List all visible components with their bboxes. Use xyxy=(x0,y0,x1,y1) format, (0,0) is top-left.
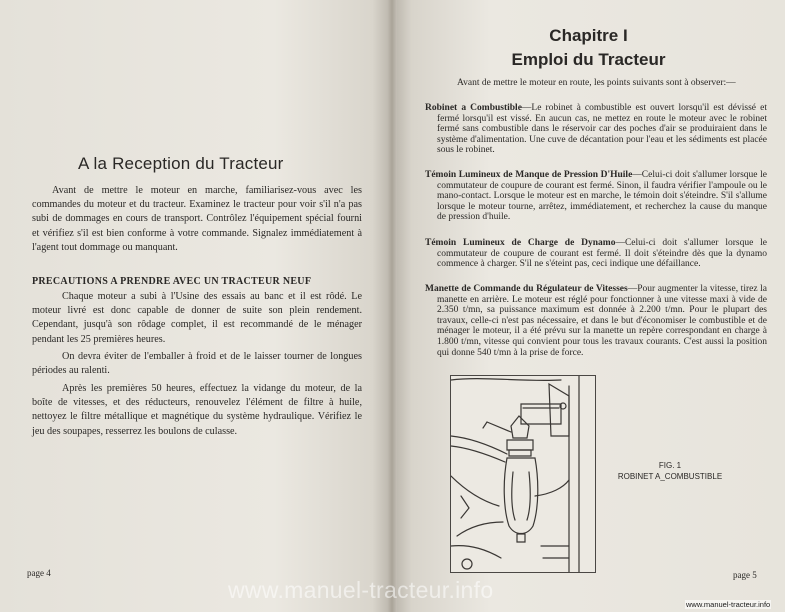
section-heading: Témoin Lumineux de Charge de Dynamo xyxy=(425,238,616,248)
figure-caption xyxy=(600,460,740,482)
section-heading: Robinet a Combustible xyxy=(425,103,522,113)
section-governor-lever xyxy=(425,284,767,358)
section-body: —Le robinet à combustible est ouvert lorsqu'il est dévissé et fermé lorsqu'il est vissé. En aucun cas, ne mettez en route le moteur avec le robinet fermé sans combustible dans le réservoir car des poches d'air se produiraient dans le système d'alimentation. Une cuve de décantation pour l'eau et les sédiments est placée sous le robinet. xyxy=(437,103,767,156)
left-page-title: A la Reception du Tracteur xyxy=(78,154,284,173)
left-paragraph-1: Chaque moteur a subi à l'Usine des essais au banc et il est rôdé. Le moteur livré est donc capable de donner de suite son plein rendement. Cependant, jusqu'à son rôdage complet, il est recommandé de le ménager pendant les 25 premières heures. xyxy=(32,291,362,345)
fuel-tap-illustration-icon xyxy=(451,376,595,572)
fuel-tap-figure xyxy=(450,375,596,573)
chapter-number: Chapitre I xyxy=(549,26,628,45)
section-fuel-tap xyxy=(425,103,767,156)
chapter-title: Emploi du Tracteur xyxy=(511,50,666,69)
section-body: —Pour augmenter la vitesse, tirez la manette en arrière. Le moteur est réglé pour fonctionner à une vitesse maxi à vide de 2.350 t/mn, sa puissance maximum est donnée à 2.200 t/mn. Pour le plupart des travaux, celle-ci n'est pas nécessaire, et dans le but d'économiser le combustible et de ménager le moteur, il a été prévu sur la manette un repère correspondant en charge à 1.800 t/mn, vitesse qui convient pour tous les travaux courants. C'est aussi la position qui donne 540 t/mn à la prise de force. xyxy=(437,284,768,358)
section-body: —Celui-ci doit s'allumer lorsque le commutateur de coupure de courant est fermé. Il doit s'éteindre dès que la dynamo commence à charger. S'il ne s'éteint pas, ceci indique une défaillance. xyxy=(437,238,767,270)
left-paragraph-2: On devra éviter de l'emballer à froid et de le laisser tourner de longues périodes au ralenti. xyxy=(32,351,362,377)
site-watermark-small: www.manuel-tracteur.info xyxy=(686,600,771,609)
page-number-left: page 4 xyxy=(27,568,51,578)
section-heading: Témoin Lumineux de Manque de Pression D'Huile xyxy=(425,170,633,180)
left-paragraph-3: Après les premières 50 heures, effectuez la vidange du moteur, de la boîte de vitesses, et des réducteurs, renouvelez l'élément de filtre à huile, nettoyez le filtre métallique et magnétique du système hydraulique. Vérifiez le jeu des soupapes, resserrez les boulons de culasse. xyxy=(32,383,362,437)
section-body: —Celui-ci doit s'allumer lorsque le commutateur de coupure de courant est fermé. Sinon, il faudra vérifier l'ampoule ou le mano-contact. Lorsque le moteur est en marche, le témoin doit s'éteindre. S'il s'allume lorsque le moteur tourne, arrêtez, immédiatement, et recherchez la cause du manque de pression d'huile. xyxy=(437,170,767,223)
section-heading: Manette de Commande du Régulateur de Vitesses xyxy=(425,284,628,294)
book-gutter xyxy=(387,0,397,612)
section-dynamo-light xyxy=(425,238,767,270)
right-intro-paragraph: Avant de mettre le moteur en route, les points suivants sont à observer:— xyxy=(457,78,736,88)
left-intro-paragraph: Avant de mettre le moteur en marche, familiarisez-vous avec les commandes du moteur et du tracteur. Examinez le tracteur pour voir s'il n'a pas subi de dommages en cours de transport. Contrôlez l'équipement spécial fourni et vérifiez s'il est bien conforme à votre commande. Signalez immédiatement à l'agent tout dommage ou manquant. xyxy=(32,185,362,253)
precautions-subheading: PRECAUTIONS A PRENDRE AVEC UN TRACTEUR NEUF xyxy=(32,276,312,287)
figure-number: FIG. 1 xyxy=(658,461,682,470)
page-number-right: page 5 xyxy=(733,570,757,580)
figure-caption-text: ROBINET A_COMBUSTIBLE xyxy=(617,472,723,481)
site-watermark: www.manuel-tracteur.info xyxy=(228,577,494,603)
section-oil-pressure-light xyxy=(425,170,767,223)
